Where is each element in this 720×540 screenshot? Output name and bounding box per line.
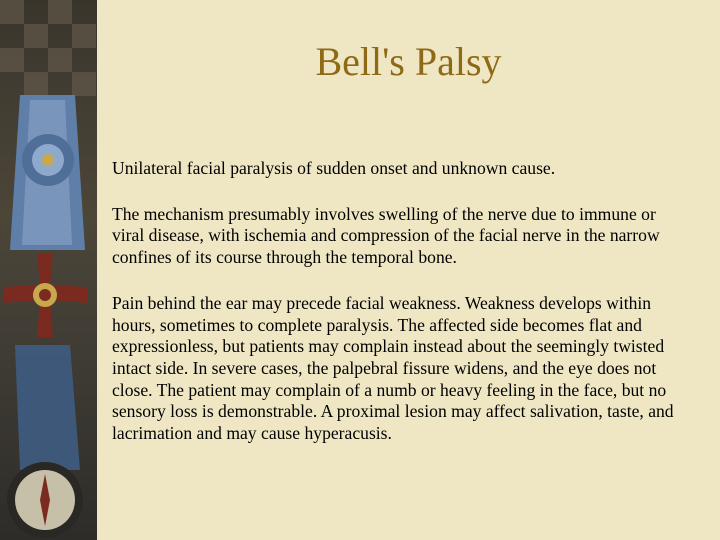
decorative-medal-image <box>0 0 97 540</box>
bullet-item: Unilateral facial paralysis of sudden onset and unknown cause. <box>112 158 556 178</box>
bullet-list <box>112 158 692 469</box>
bullet-item: The mechanism presumably involves swelling of the nerve due to immune or viral disease, with ischemia and compression of the facial nerve in the narrow confines of its course through the temporal bone. <box>112 203 660 268</box>
medal-illustration <box>0 0 97 540</box>
slide-title: Bell's Palsy <box>315 39 502 84</box>
slide-content <box>97 0 720 540</box>
bullet-item: Pain behind the ear may precede facial weakness. Weakness develops within hours, sometimes to complete paralysis. The affected side becomes flat and expressionless, but patients may complain instead about the seemingly twisted intact side. In severe cases, the palpebral fissure widens, and the eye does not close. The patient may complain of a numb or heavy feeling in the face, but no sensory loss is demonstrable. A proximal lesion may affect salivation, taste, and lacrimation and may cause hyperacusis. <box>112 292 674 444</box>
